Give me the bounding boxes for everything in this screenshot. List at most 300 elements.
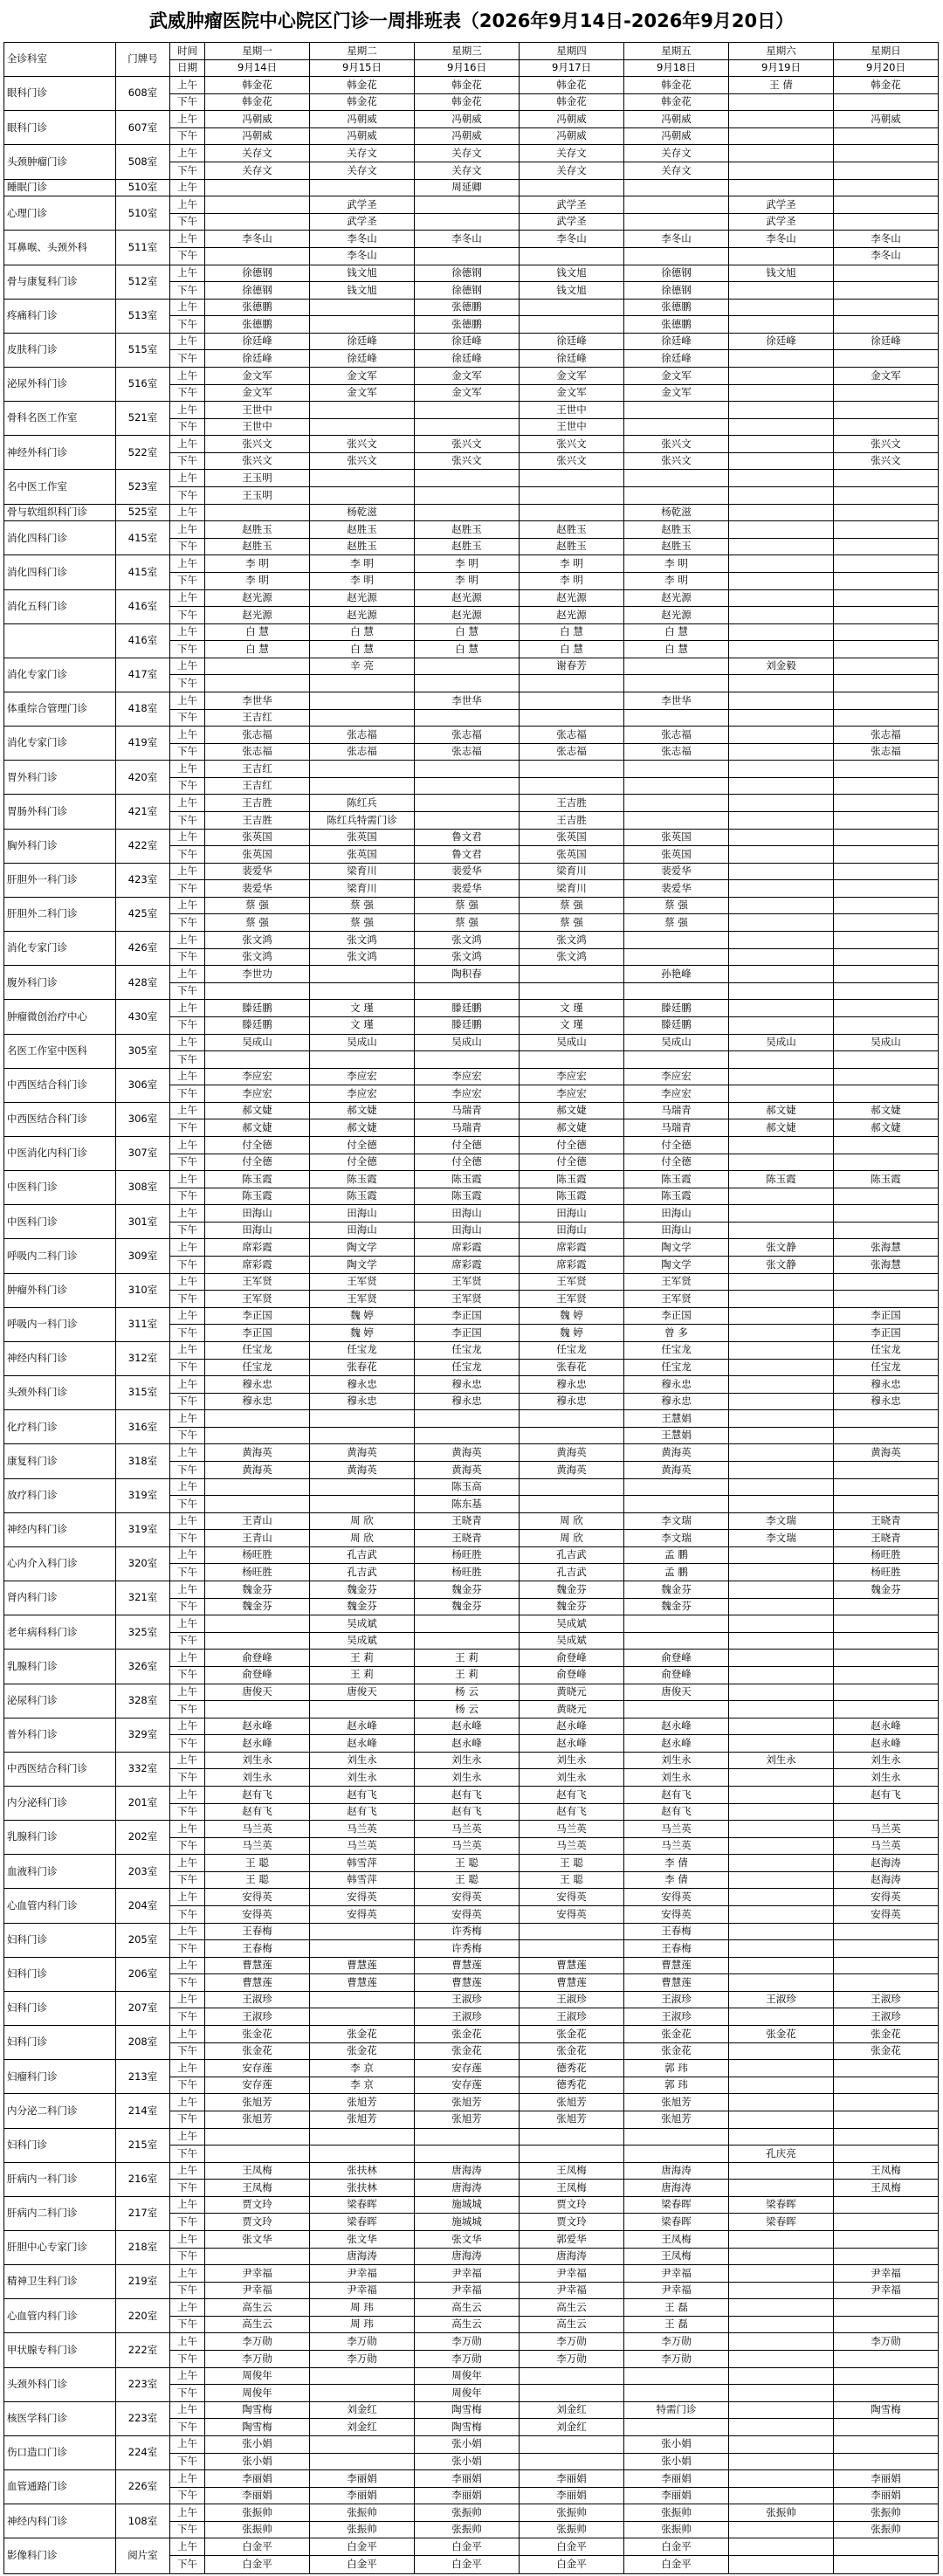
doctor-cell: 任宝龙 [624,1359,729,1376]
doctor-cell: 韩金花 [415,77,520,94]
doctor-cell [834,812,939,830]
doctor-cell: 穆永忠 [205,1393,310,1410]
table-row [4,1034,939,1051]
doctor-cell: 马兰英 [205,1837,310,1855]
doctor-cell: 陈玉霞 [415,1188,520,1205]
doctor-cell [520,2385,624,2402]
doctor-cell: 冯朝威 [205,127,310,145]
session-label: 上午 [170,1273,205,1291]
table-row [4,1205,939,1223]
room-number: 415室 [116,521,170,555]
doctor-cell [729,1598,834,1615]
doctor-cell: 陈玉霞 [520,1188,624,1205]
doctor-cell: 武学圣 [729,196,834,214]
table-row [4,2231,939,2249]
doctor-cell: 马兰英 [624,1821,729,1838]
doctor-cell: 赵光源 [310,589,415,607]
doctor-cell: 周俊年 [415,2367,520,2385]
table-row [4,1684,939,1701]
room-number: 108室 [116,2504,170,2538]
doctor-cell [834,1496,939,1513]
doctor-cell [624,948,729,966]
session-label: 上午 [170,1068,205,1085]
doctor-cell: 吴成山 [729,1034,834,1051]
doctor-cell: 穆永忠 [624,1393,729,1410]
room-number: 415室 [116,555,170,589]
doctor-cell: 赵胜玉 [624,521,729,539]
doctor-cell: 张兴文 [520,436,624,453]
doctor-cell: 魏 婷 [310,1307,415,1325]
doctor-cell: 席彩霞 [415,1239,520,1257]
doctor-cell: 穆永忠 [834,1376,939,1394]
dept-name: 消化四科门诊 [4,521,116,555]
doctor-cell: 田海山 [205,1222,310,1239]
session-label: 下午 [170,1119,205,1137]
session-label: 下午 [170,2453,205,2470]
doctor-cell: 王 莉 [310,1650,415,1667]
doctor-cell: 赵永峰 [205,1718,310,1735]
session-label: 下午 [170,1769,205,1787]
doctor-cell [624,2367,729,2385]
room-number: 422室 [116,829,170,863]
doctor-cell [415,2128,520,2146]
doctor-cell [729,1803,834,1821]
doctor-cell: 赵光源 [520,607,624,624]
session-label: 下午 [170,2111,205,2128]
doctor-cell: 尹幸福 [624,2265,729,2283]
doctor-cell: 杨 云 [415,1701,520,1718]
doctor-cell: 李 明 [520,555,624,573]
doctor-cell [834,196,939,214]
doctor-cell [205,1701,310,1718]
session-label: 下午 [170,487,205,505]
doctor-cell [205,179,310,196]
dept-name: 疼痛科门诊 [4,299,116,333]
doctor-cell [729,2419,834,2436]
doctor-cell: 周俊年 [415,2385,520,2402]
table-row [4,1650,939,1667]
doctor-cell [729,1444,834,1462]
table-row [4,1137,939,1154]
doctor-cell: 李世华 [415,692,520,709]
doctor-cell: 杨旺胜 [415,1546,520,1564]
doctor-cell: 梁春晖 [310,2196,415,2214]
doctor-cell: 吴成山 [205,1034,310,1051]
table-row [4,2504,939,2522]
doctor-cell: 王 倩 [729,77,834,94]
doctor-cell: 陈玉霞 [624,1188,729,1205]
doctor-cell: 张金花 [520,2026,624,2043]
doctor-cell: 李万勋 [310,2351,415,2368]
doctor-cell [729,1718,834,1735]
room-number: 207室 [116,1991,170,2025]
doctor-cell: 马瑞青 [624,1102,729,1119]
doctor-cell [624,709,729,727]
doctor-cell: 滕廷鹏 [415,1000,520,1017]
room-number: 205室 [116,1923,170,1957]
table-row [4,658,939,675]
doctor-cell: 赵海涛 [834,1855,939,1872]
doctor-cell: 李丽娟 [205,2487,310,2504]
doctor-cell [624,1701,729,1718]
doctor-cell: 王淑珍 [624,1991,729,2008]
doctor-cell: 王吉胜 [205,795,310,812]
doctor-cell: 王军贤 [624,1273,729,1291]
doctor-cell: 滕廷鹏 [624,1016,729,1034]
doctor-cell [729,2162,834,2180]
doctor-cell [729,2435,834,2453]
doctor-cell [729,1735,834,1753]
doctor-cell: 黄海英 [520,1444,624,1462]
doctor-cell: 穆永忠 [834,1393,939,1410]
doctor-cell: 任宝龙 [205,1341,310,1359]
session-label: 下午 [170,2146,205,2163]
doctor-cell [834,1803,939,1821]
doctor-cell: 李应宏 [520,1068,624,1085]
doctor-cell: 俞登峰 [624,1666,729,1684]
table-row [4,1615,939,1633]
doctor-cell: 尹幸福 [415,2282,520,2299]
doctor-cell: 马兰英 [834,1837,939,1855]
doctor-cell: 孔吉武 [310,1564,415,1581]
doctor-cell: 白金平 [624,2555,729,2573]
dept-name: 消化专家门诊 [4,932,116,966]
doctor-cell [729,1666,834,1684]
doctor-cell: 李文瑞 [624,1512,729,1530]
table-row [4,2196,939,2214]
doctor-cell: 李应宏 [624,1068,729,1085]
doctor-cell [624,2128,729,2146]
doctor-cell: 王世中 [520,418,624,436]
table-row [4,1718,939,1735]
doctor-cell: 陈玉霞 [729,1171,834,1188]
session-label: 上午 [170,470,205,487]
dept-name: 放疗科门诊 [4,1478,116,1512]
doctor-cell: 陶雪梅 [415,2401,520,2419]
doctor-cell: 李万勋 [310,2333,415,2351]
doctor-cell: 王吉红 [205,777,310,795]
doctor-cell [624,658,729,675]
doctor-cell [310,2435,415,2453]
doctor-cell [729,2248,834,2265]
doctor-cell [834,127,939,145]
doctor-cell: 蔡 强 [205,914,310,932]
doctor-cell: 张振帅 [834,2521,939,2538]
session-label: 上午 [170,1923,205,1940]
dept-name: 心血管内科门诊 [4,2299,116,2333]
doctor-cell: 裴爱华 [415,880,520,898]
doctor-cell: 梁春晖 [624,2196,729,2214]
doctor-cell [729,2060,834,2077]
table-row [4,2128,939,2146]
doctor-cell: 张英国 [205,829,310,846]
doctor-cell [834,709,939,727]
doctor-cell: 魏金芬 [520,1598,624,1615]
doctor-cell [205,2146,310,2163]
table-row [4,2265,939,2283]
doctor-cell: 赵永峰 [520,1718,624,1735]
doctor-cell: 张英国 [624,829,729,846]
session-label: 上午 [170,179,205,196]
doctor-cell: 陈玉霞 [834,1171,939,1188]
session-label: 上午 [170,932,205,949]
doctor-cell: 张振帅 [624,2521,729,2538]
doctor-cell: 李 明 [520,572,624,589]
doctor-cell: 唐海涛 [520,2248,624,2265]
doctor-cell: 王 莉 [415,1650,520,1667]
doctor-cell [624,196,729,214]
doctor-cell [520,777,624,795]
doctor-cell: 蔡 强 [520,897,624,914]
dept-name: 胃外科门诊 [4,761,116,795]
doctor-cell: 张振帅 [624,2504,729,2522]
session-label: 上午 [170,402,205,419]
doctor-cell: 张兴文 [205,436,310,453]
doctor-cell: 钱文旭 [310,282,415,300]
doctor-cell: 杨旺胜 [834,1564,939,1581]
doctor-cell: 韩金花 [520,77,624,94]
doctor-cell: 李 明 [624,572,729,589]
session-label: 上午 [170,367,205,384]
doctor-cell [310,982,415,1000]
doctor-cell: 郝文婕 [520,1119,624,1137]
session-label: 上午 [170,2026,205,2043]
doctor-cell [729,384,834,402]
doctor-cell [729,1137,834,1154]
room-number: 326室 [116,1650,170,1684]
doctor-cell: 尹幸福 [310,2265,415,2283]
doctor-cell: 尹幸福 [834,2282,939,2299]
doctor-cell: 李应宏 [624,1085,729,1103]
doctor-cell [520,1427,624,1444]
dept-name: 睡眠门诊 [4,179,116,196]
doctor-cell: 王凤梅 [520,2180,624,2197]
doctor-cell [310,402,415,419]
doctor-cell [205,675,310,692]
table-row [4,265,939,282]
doctor-cell [729,777,834,795]
doctor-cell: 金文军 [415,367,520,384]
doctor-cell: 俞登峰 [205,1650,310,1667]
doctor-cell: 李正国 [834,1307,939,1325]
session-label: 上午 [170,1991,205,2008]
dept-name: 神经外科门诊 [4,436,116,470]
doctor-cell [520,179,624,196]
doctor-cell: 赵胜玉 [310,521,415,539]
session-label: 上午 [170,2504,205,2522]
session-label: 上午 [170,1444,205,1462]
room-number: 213室 [116,2060,170,2094]
doctor-cell: 刘生永 [520,1769,624,1787]
table-row [4,1546,939,1564]
doctor-cell: 李 明 [415,555,520,573]
doctor-cell: 白金平 [310,2538,415,2556]
doctor-cell: 刘生永 [205,1769,310,1787]
doctor-cell [729,966,834,983]
doctor-cell: 张兴文 [520,452,624,470]
doctor-cell: 李冬山 [520,231,624,248]
doctor-cell: 杨旺胜 [205,1564,310,1581]
dept-name: 甲状腺专科门诊 [4,2333,116,2367]
doctor-cell: 黄晓元 [520,1701,624,1718]
doctor-cell: 刘生永 [205,1752,310,1769]
room-number: 513室 [116,299,170,333]
doctor-cell [729,607,834,624]
doctor-cell: 赵永峰 [624,1735,729,1753]
room-number: 306室 [116,1102,170,1136]
doctor-cell: 李 明 [310,572,415,589]
doctor-cell [729,1291,834,1308]
doctor-cell: 冯朝威 [624,111,729,128]
doctor-cell [834,1461,939,1478]
doctor-cell: 李正国 [624,1307,729,1325]
doctor-cell [729,812,834,830]
dept-name: 中西医结合科门诊 [4,1068,116,1102]
doctor-cell: 王春梅 [205,1923,310,1940]
doctor-cell [729,727,834,744]
doctor-cell: 钱文旭 [520,282,624,300]
doctor-cell: 席彩霞 [415,1257,520,1274]
session-label: 上午 [170,1410,205,1428]
doctor-cell [729,2094,834,2111]
doctor-cell [834,1632,939,1650]
doctor-cell: 王凤梅 [624,2248,729,2265]
doctor-cell: 刘生永 [415,1769,520,1787]
doctor-cell: 魏金芬 [415,1598,520,1615]
doctor-cell: 冯朝威 [415,127,520,145]
doctor-cell: 王世中 [520,402,624,419]
doctor-cell [729,1478,834,1496]
doctor-cell [520,1410,624,1428]
doctor-cell [729,2042,834,2060]
doctor-cell [415,1051,520,1069]
doctor-cell: 曹慧莲 [205,1974,310,1992]
doctor-cell: 钱文旭 [729,265,834,282]
dept-name: 体重综合管理门诊 [4,692,116,726]
session-label: 上午 [170,829,205,846]
doctor-cell [834,265,939,282]
doctor-cell: 陈玉霞 [205,1188,310,1205]
doctor-cell: 安得英 [310,1906,415,1924]
room-number: 215室 [116,2128,170,2162]
table-row [4,2026,939,2043]
doctor-cell [729,1786,834,1803]
doctor-cell [624,777,729,795]
table-row [4,367,939,384]
doctor-cell: 黄海英 [834,1444,939,1462]
doctor-cell: 唐海涛 [415,2162,520,2180]
doctor-cell: 陶文学 [310,1239,415,1257]
doctor-cell [310,1478,415,1496]
doctor-cell [729,1650,834,1667]
doctor-cell: 孟 鹏 [624,1564,729,1581]
doctor-cell: 田海山 [310,1222,415,1239]
doctor-cell [205,2128,310,2146]
doctor-cell: 魏金芬 [834,1581,939,1599]
doctor-cell: 韩雪萍 [310,1855,415,1872]
doctor-cell: 白 慧 [415,641,520,658]
doctor-cell: 陈玉霞 [520,1171,624,1188]
doctor-cell: 王晓青 [415,1530,520,1547]
doctor-cell [415,470,520,487]
doctor-cell: 赵光源 [624,589,729,607]
doctor-cell: 王吉胜 [520,795,624,812]
doctor-cell: 张扶林 [310,2180,415,2197]
doctor-cell: 武学圣 [520,196,624,214]
doctor-cell: 张志福 [520,743,624,761]
doctor-cell: 安得英 [624,1889,729,1906]
doctor-cell: 韩金花 [624,77,729,94]
doctor-cell: 刘金红 [310,2419,415,2436]
doctor-cell: 冯朝威 [310,111,415,128]
doctor-cell [624,1632,729,1650]
doctor-cell: 赵有飞 [415,1803,520,1821]
doctor-cell [834,641,939,658]
dept-name [4,623,116,658]
session-label: 上午 [170,504,205,521]
doctor-cell: 张英国 [310,846,415,864]
doctor-cell: 唐海涛 [624,2180,729,2197]
room-number: 214室 [116,2094,170,2128]
doctor-cell [834,2128,939,2146]
doctor-cell [834,402,939,419]
doctor-cell [729,1325,834,1342]
session-label: 上午 [170,111,205,128]
doctor-cell: 杨乾滋 [624,504,729,521]
doctor-cell: 安得英 [520,1889,624,1906]
session-label: 下午 [170,93,205,111]
room-number: 525室 [116,504,170,521]
room-number: 418室 [116,692,170,726]
doctor-cell: 蔡 强 [310,914,415,932]
session-label: 上午 [170,2231,205,2249]
doctor-cell [310,1940,415,1958]
table-row [4,2162,939,2180]
session-label: 上午 [170,658,205,675]
session-label: 下午 [170,127,205,145]
session-label: 下午 [170,1291,205,1308]
doctor-cell [729,1546,834,1564]
doctor-cell: 曹慧莲 [415,1974,520,1992]
room-number: 301室 [116,1205,170,1239]
doctor-cell: 李万勋 [520,2351,624,2368]
doctor-cell [834,2435,939,2453]
doctor-cell [729,367,834,384]
doctor-cell [729,846,834,864]
session-label: 上午 [170,2435,205,2453]
session-label: 上午 [170,1171,205,1188]
doctor-cell [415,761,520,778]
room-number: 208室 [116,2026,170,2060]
session-label: 上午 [170,1889,205,1906]
room-number: 219室 [116,2265,170,2299]
doctor-cell: 杨旺胜 [834,1546,939,1564]
doctor-cell: 刘生永 [624,1769,729,1787]
doctor-cell: 黄海英 [205,1444,310,1462]
room-number: 521室 [116,402,170,436]
doctor-cell: 付全德 [415,1137,520,1154]
doctor-cell: 王淑珍 [520,2008,624,2026]
session-label: 下午 [170,316,205,334]
doctor-cell: 陶雪梅 [415,2419,520,2436]
session-label: 上午 [170,1205,205,1223]
doctor-cell [834,2077,939,2094]
doctor-cell [729,1564,834,1581]
doctor-cell: 张志福 [415,727,520,744]
doctor-cell: 辛 亮 [310,658,415,675]
doctor-cell [729,1222,834,1239]
doctor-cell: 安存莲 [205,2060,310,2077]
